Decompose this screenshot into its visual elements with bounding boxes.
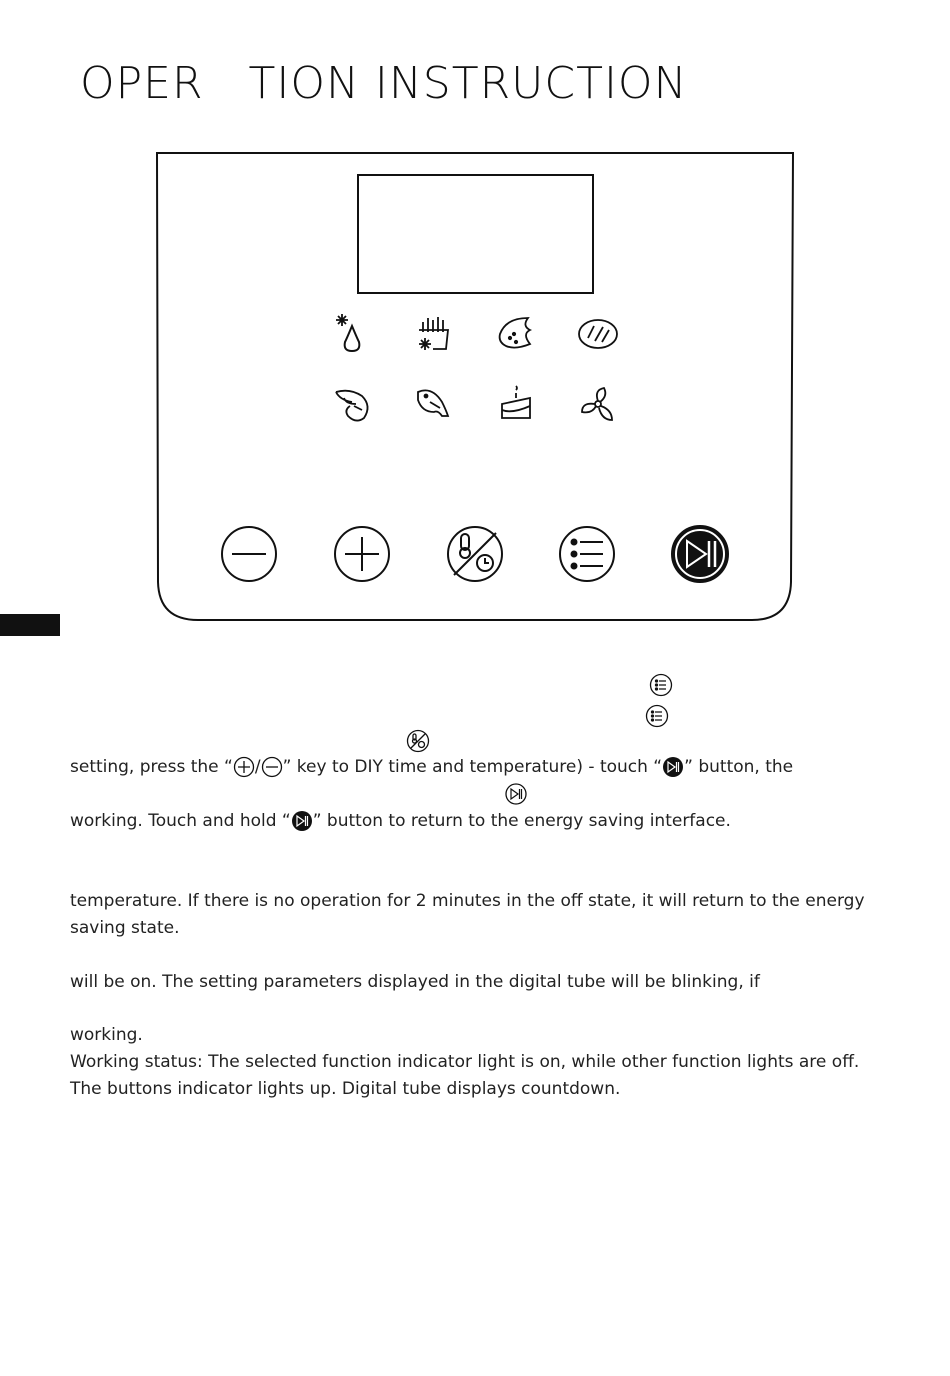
menu-button bbox=[560, 527, 614, 581]
shrimp-icon bbox=[336, 391, 368, 421]
frozen-fries-icon bbox=[419, 317, 448, 350]
bread-icon bbox=[579, 320, 617, 348]
start-pause-icon bbox=[662, 756, 684, 778]
instruction-paragraph-4a: working. bbox=[70, 1025, 143, 1045]
plus-button bbox=[335, 527, 389, 581]
instruction-line-2: working. Touch and hold “ ” button to return to the energy saving interface. bbox=[70, 811, 731, 831]
instruction-line-1: setting, press the “ / ” key to DIY time and temperature) - touch “ ” button, the bbox=[70, 757, 794, 777]
defrost-icon bbox=[336, 314, 359, 351]
start-pause-icon bbox=[505, 783, 527, 805]
instruction-paragraph-2: temperature. If there is no operation for 2 minutes in the off state, it will return to the energy saving state. bbox=[70, 891, 865, 938]
instruction-paragraph-3: will be on. The setting parameters displayed in the digital tube will be blinking, if bbox=[70, 972, 760, 992]
minus-button bbox=[222, 527, 276, 581]
menu-icon bbox=[649, 673, 673, 697]
fish-icon bbox=[418, 390, 448, 416]
temp-time-icon bbox=[406, 729, 430, 753]
side-page-tab bbox=[0, 614, 60, 636]
page-title: OPER TION INSTRUCTION bbox=[80, 58, 688, 109]
display-window bbox=[358, 175, 593, 293]
start-pause-icon bbox=[291, 810, 313, 832]
control-panel-diagram bbox=[150, 148, 800, 628]
cake-icon bbox=[502, 386, 530, 418]
working-status-paragraph: Working status: The selected function indicator light is on, while other function lights are off. The buttons indicator lights up. Digital tube displays countdown. bbox=[70, 1052, 860, 1099]
temp-time-button bbox=[448, 527, 502, 581]
minus-icon bbox=[261, 756, 283, 778]
fan-icon bbox=[582, 388, 612, 420]
start-pause-button bbox=[672, 526, 728, 582]
menu-icon bbox=[645, 704, 669, 728]
chicken-wing-icon bbox=[500, 318, 530, 348]
plus-icon bbox=[233, 756, 255, 778]
